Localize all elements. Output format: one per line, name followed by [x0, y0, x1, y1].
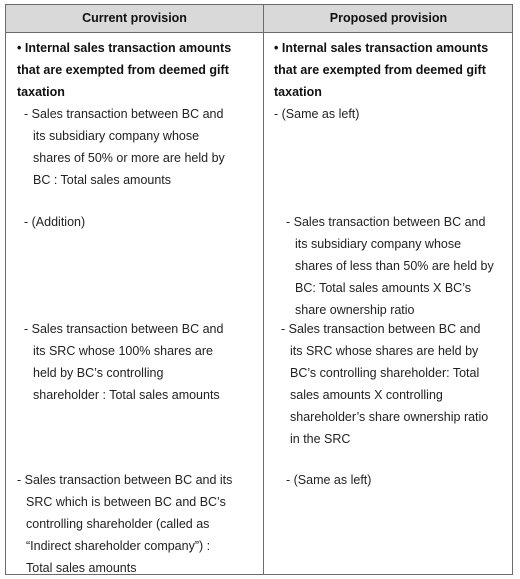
proposed-item-2-line: BC: Total sales amounts X BC’s [295, 281, 472, 295]
header-proposed-provision: Proposed provision [329, 11, 448, 25]
current-item-4-line: “Indirect shareholder company”) : [26, 539, 211, 553]
current-item-3-line: - Sales transaction between BC and [24, 322, 224, 336]
proposed-item-1-line: - (Same as left) [274, 107, 360, 121]
proposed-title-line: • Internal sales transaction amounts [274, 41, 489, 55]
proposed-item-4 [286, 469, 371, 491]
proposed-item-2-line: its subsidiary company whose [295, 237, 462, 251]
current-item-3-line: its SRC whose 100% shares are [33, 344, 213, 358]
proposed-item-2 [286, 211, 494, 321]
proposed-item-3-line: shareholder’s share ownership ratio [290, 410, 489, 424]
proposed-item-4-line: - (Same as left) [286, 473, 372, 487]
proposed-item-1 [274, 103, 359, 125]
proposed-item-3-line: - Sales transaction between BC and [281, 322, 481, 336]
proposed-item-2-line: share ownership ratio [295, 303, 415, 317]
current-item-4-line: - Sales transaction between BC and its [17, 473, 233, 487]
proposed-item-2-line: shares of less than 50% are held by [295, 259, 494, 273]
current-title [17, 37, 231, 103]
current-item-2-line: - (Addition) [24, 215, 86, 229]
current-title-line: • Internal sales transaction amounts [17, 41, 232, 55]
proposed-item-3-line: its SRC whose shares are held by [290, 344, 479, 358]
current-item-4-line: SRC which is between BC and BC’s [26, 495, 226, 509]
proposed-item-3-line: BC’s controlling shareholder: Total [290, 366, 480, 380]
proposed-item-2-line: - Sales transaction between BC and [286, 215, 486, 229]
current-item-3 [24, 318, 223, 406]
current-item-1-line: its subsidiary company whose [33, 129, 200, 143]
provision-comparison-table [5, 4, 513, 575]
current-item-1 [24, 103, 225, 191]
column-divider [263, 5, 264, 574]
proposed-title-line: taxation [274, 85, 322, 99]
current-item-4-line: Total sales amounts [26, 561, 137, 575]
header-current-provision: Current provision [82, 11, 187, 25]
proposed-item-3 [281, 318, 488, 450]
current-item-1-line: BC : Total sales amounts [33, 173, 172, 187]
current-item-1-line: - Sales transaction between BC and [24, 107, 224, 121]
current-item-4-line: controlling shareholder (called as [26, 517, 210, 531]
current-item-3-line: shareholder : Total sales amounts [33, 388, 220, 402]
current-title-line: taxation [17, 85, 65, 99]
current-item-3-line: held by BC’s controlling [33, 366, 164, 380]
proposed-title [274, 37, 488, 103]
current-title-line: that are exempted from deemed gift [17, 63, 229, 77]
proposed-item-3-line: in the SRC [290, 432, 351, 446]
proposed-title-line: that are exempted from deemed gift [274, 63, 486, 77]
current-item-2 [24, 211, 85, 233]
current-item-1-line: shares of 50% or more are held by [33, 151, 225, 165]
current-item-4 [17, 469, 232, 579]
proposed-item-3-line: sales amounts X controlling [290, 388, 443, 402]
table-header-row [6, 5, 512, 33]
